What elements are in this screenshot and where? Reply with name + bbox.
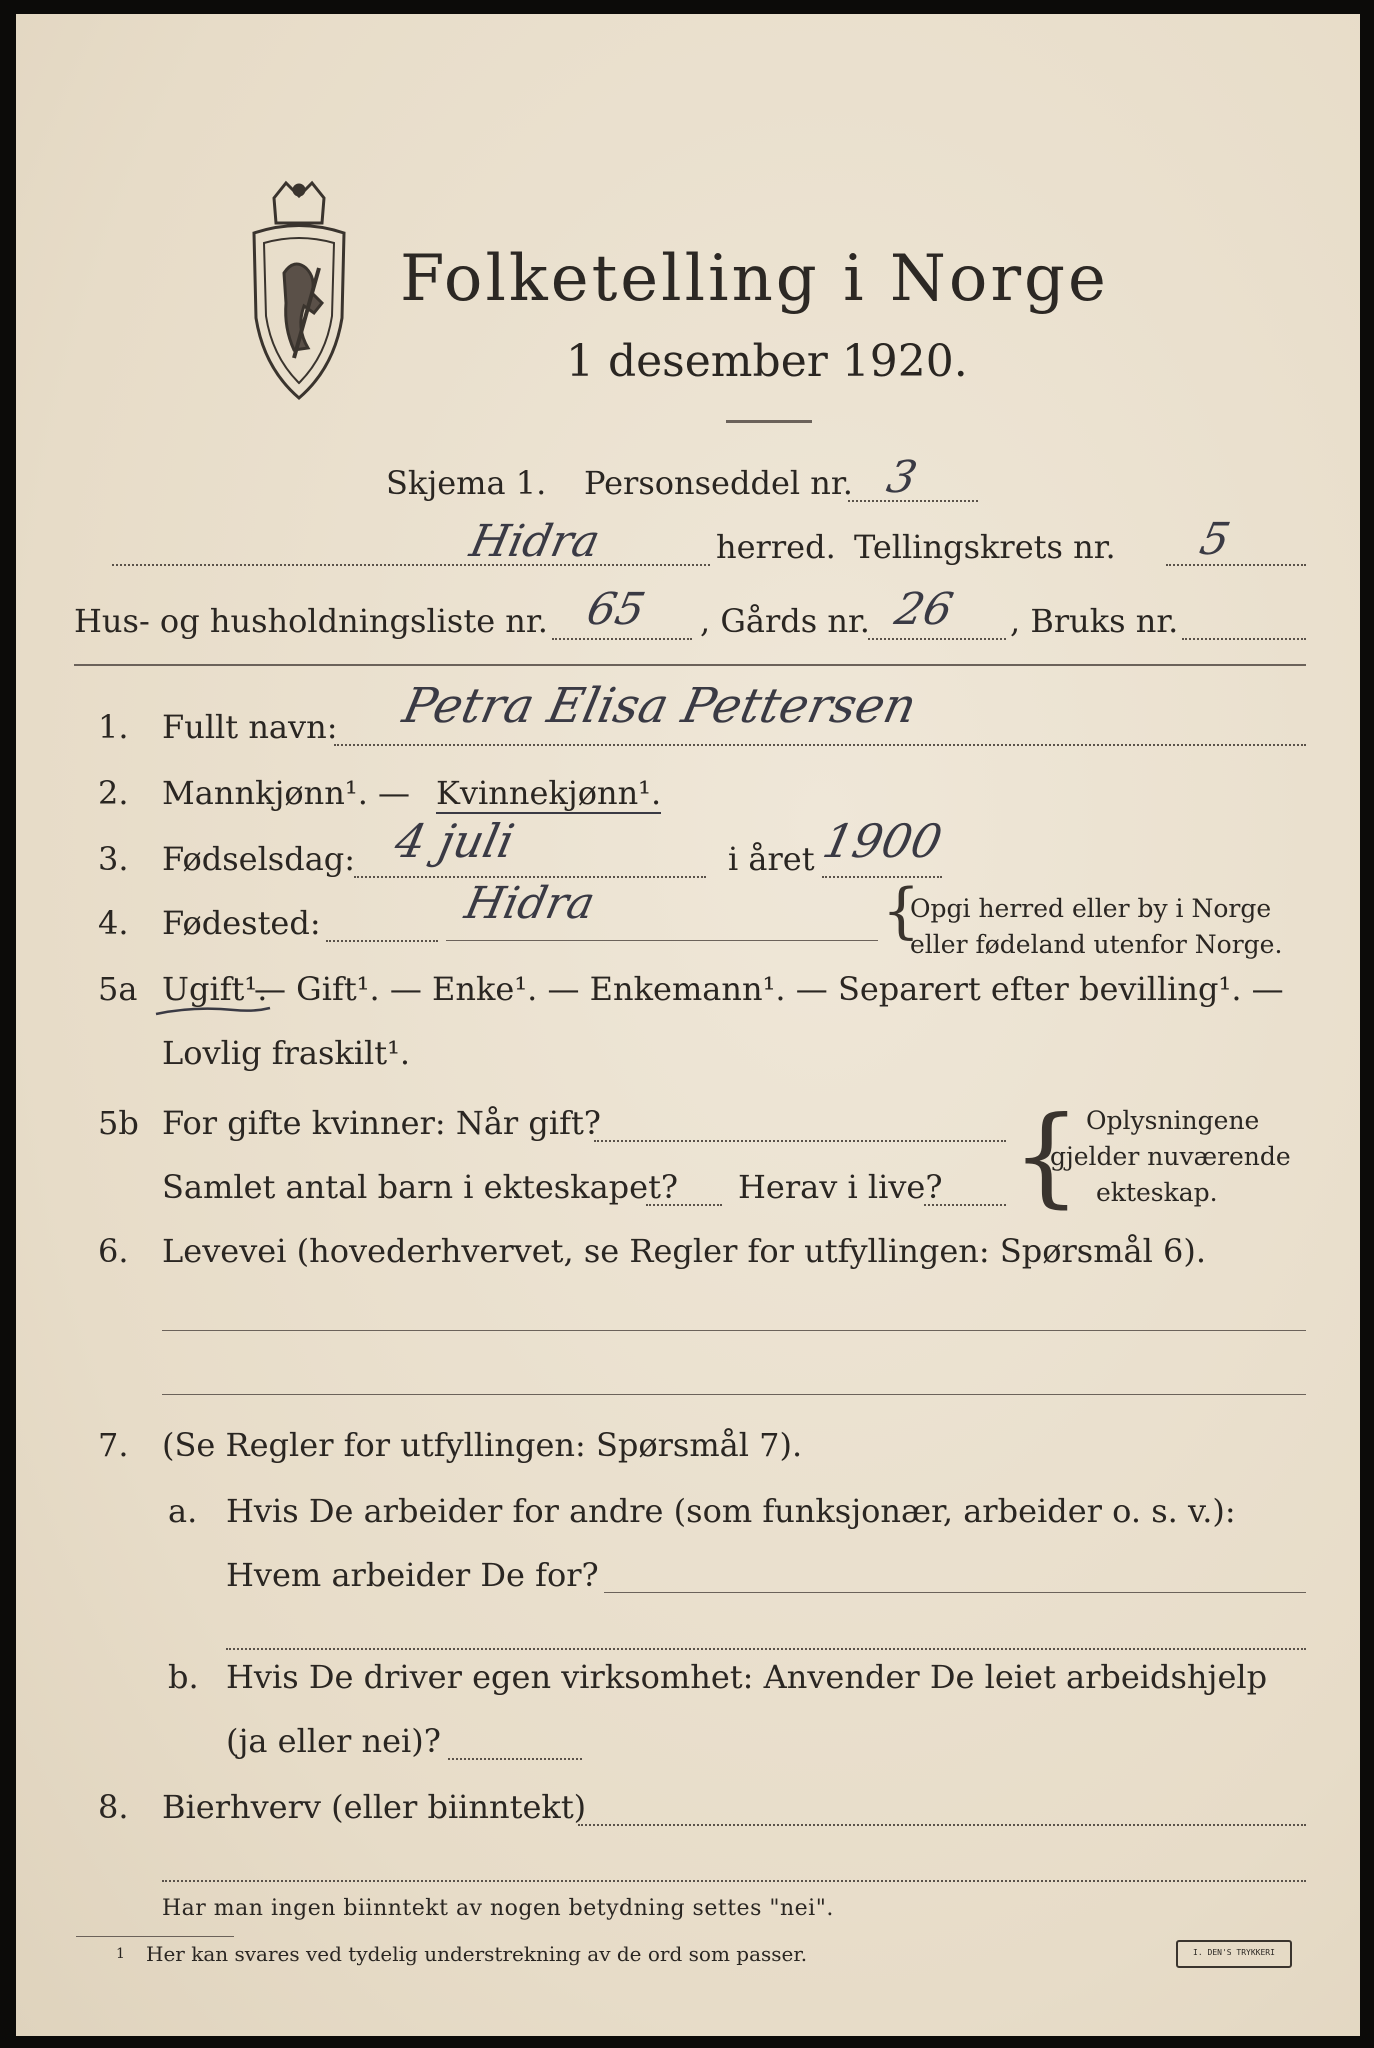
personseddel-label: Personseddel nr. [584,464,853,502]
title-divider [726,420,812,423]
q6-number: 6. [98,1232,129,1270]
q8-label: Bierhverv (eller biinntekt) [162,1788,587,1826]
personseddel-value: 3 [882,452,922,503]
no-income-note: Har man ingen biinntekt av nogen betydning settes "nei". [162,1896,834,1921]
coat-of-arms-emblem [234,178,364,408]
q6-line-1 [162,1330,1306,1331]
q5b-number: 5b [98,1104,139,1142]
tellingskrets-label: Tellingskrets nr. [854,528,1116,566]
bruks-label: , Bruks nr. [1010,602,1179,640]
husholdningsliste-value: 65 [582,584,650,635]
q7b-text: Hvis De driver egen virksomhet: Anvender De leiet arbeidshjelp [226,1658,1268,1696]
q7a-employer-line [604,1592,1306,1593]
q2-number: 2. [98,774,129,812]
q4-line-a [326,940,438,942]
herred-label: herred. [716,528,836,566]
q7-number: 7. [98,1426,129,1464]
header-divider [74,664,1306,666]
q5b-children-label: Samlet antal barn i ekteskapet? [162,1168,679,1206]
marital-ugift-option: Ugift¹. [162,970,268,1008]
q4-number: 4. [98,904,129,942]
husholdningsliste-label: Hus- og husholdningsliste nr. [74,602,548,640]
footnote-mark: 1 [116,1946,125,1962]
personseddel-line [848,500,978,502]
gender-female-option: Kvinnekjønn¹. [436,774,662,812]
q5b-alive-label: Herav i live? [738,1168,943,1206]
q5a-number: 5a [98,970,138,1008]
q7a-text: Hvis De arbeider for andre (som funksjonær, arbeider o. s. v.): [226,1492,1236,1530]
tellingskrets-value: 5 [1195,514,1235,565]
q1-number: 1. [98,708,129,746]
q7a-letter: a. [168,1492,198,1530]
form-date: 1 desember 1920. [566,336,968,387]
q5b-note-line2: gjelder nuværende [1050,1142,1291,1171]
q4-note-line1: Opgi herred eller by i Norge [910,894,1272,923]
q4-note-line2: eller fødeland utenfor Norge. [910,930,1283,959]
q5b-when-married-line [594,1140,1006,1142]
herred-value: Hidra [465,516,605,567]
gender-male-option: Mannkjønn¹. — [162,774,411,812]
q4-line-b [446,940,878,941]
skjema-label: Skjema 1. [386,464,547,502]
q3-number: 3. [98,840,129,878]
q3-year-label: i året [728,840,815,878]
q5b-when-married-label: For gifte kvinner: Når gift? [162,1104,601,1142]
marital-other-options: — Gift¹. — Enke¹. — Enkemann¹. — Separert efter bevilling¹. — [254,970,1284,1008]
q8-number: 8. [98,1788,129,1826]
birth-date-value: 4 juli [390,814,519,868]
q1-line [334,744,1306,746]
q5b-brace: { [1012,1094,1081,1219]
husholdningsliste-line [552,638,692,640]
q1-label: Fullt navn: [162,708,338,746]
birthplace-value: Hidra [460,878,600,929]
q7b-label: (ja eller nei)? [226,1722,441,1760]
full-name-value: Petra Elisa Pettersen [398,678,922,734]
q7b-line [448,1758,582,1760]
footnote-divider [76,1936,234,1937]
q5b-children-line [646,1204,722,1206]
q4-brace: { [882,876,921,946]
q8-line-2 [162,1880,1306,1882]
herred-line [112,564,710,566]
footnote-text: Her kan svares ved tydelig understrekning av de ord som passer. [146,1942,808,1966]
birth-year-value: 1900 [818,814,947,868]
q8-line-1 [578,1824,1306,1826]
q7a-employer-line-2 [226,1648,1306,1650]
q5b-note-line1: Oplysningene [1086,1106,1260,1135]
q6-label: Levevei (hovederhvervet, se Regler for utfyllingen: Spørsmål 6). [162,1232,1207,1270]
q3-label: Fødselsdag: [162,840,356,878]
gards-line [868,638,1006,640]
q4-label: Fødested: [162,904,321,942]
q5b-note-line3: ekteskap. [1096,1178,1218,1207]
q6-line-2 [162,1394,1306,1395]
tellingskrets-line [1166,564,1306,566]
form-title: Folketelling i Norge [400,242,1109,316]
gards-label: , Gårds nr. [700,602,870,640]
census-form [16,14,1360,2036]
gards-value: 26 [890,584,958,635]
q7-label: (Se Regler for utfyllingen: Spørsmål 7). [162,1426,803,1464]
q7b-letter: b. [168,1658,199,1696]
printer-stamp-text: I. DEN'S TRYKKERI [1193,1948,1275,1957]
printer-stamp [1176,1940,1292,1968]
q7a-employer-label: Hvem arbeider De for? [226,1556,599,1594]
marital-fraskilt-option: Lovlig fraskilt¹. [162,1034,411,1072]
bruks-line [1182,638,1306,640]
q5b-alive-line [924,1204,1006,1206]
